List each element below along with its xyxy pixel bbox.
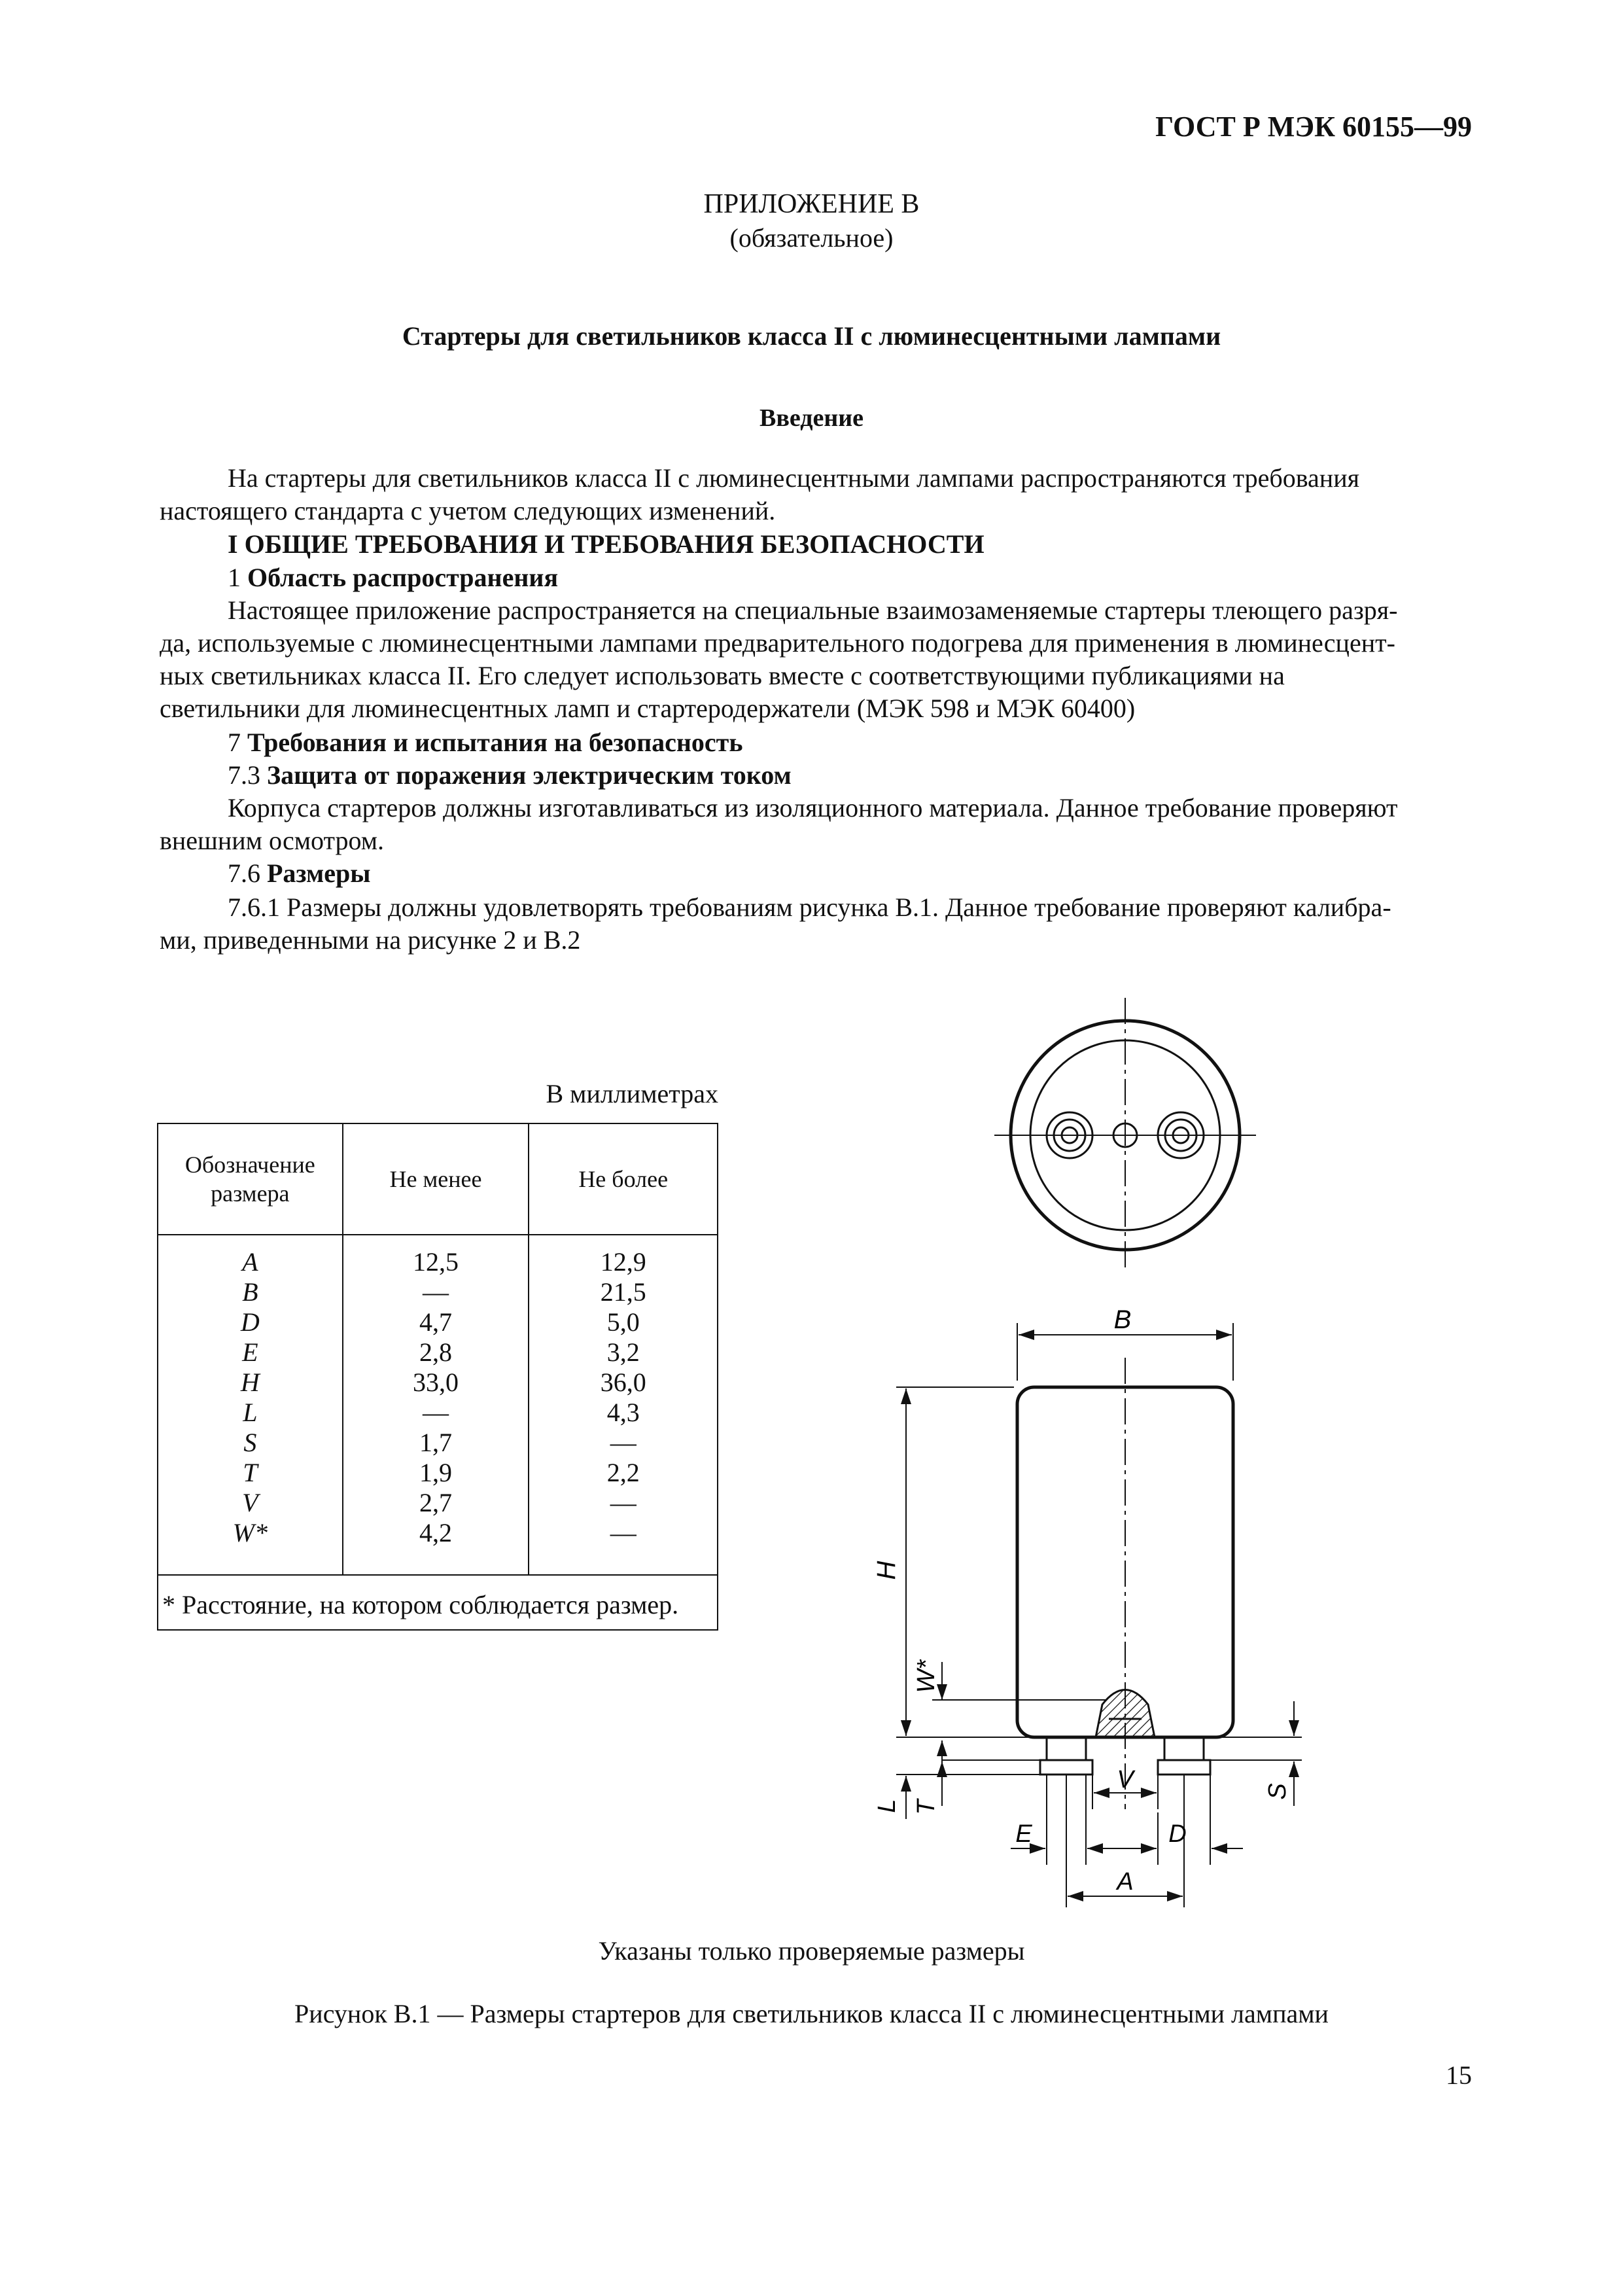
table-cell-max: 12,9 bbox=[600, 1247, 646, 1277]
scope-line-3: ных светильниках класса II. Его следует использовать вместе с соответствующими публикациями на bbox=[160, 661, 1285, 690]
appendix-subtitle: (обязательное) bbox=[729, 223, 894, 253]
dimensions-table bbox=[157, 1123, 718, 1631]
table-cell-min: 1,9 bbox=[419, 1458, 452, 1487]
table-cell-max: 2,2 bbox=[606, 1458, 640, 1487]
symbol-column bbox=[158, 1235, 343, 1575]
protection-line-2: внешним осмотром. bbox=[160, 826, 385, 855]
table-cell-symbol: T bbox=[243, 1458, 258, 1487]
table-cell-min: 2,8 bbox=[419, 1337, 452, 1367]
table-cell-min: 1,7 bbox=[419, 1428, 452, 1457]
scope-line-2: да, используемые с люминесцентными лампами предварительного подогрева для применения в люминесцент- bbox=[160, 628, 1395, 658]
table-cell-symbol: V bbox=[242, 1488, 258, 1517]
table-cell-max: — bbox=[610, 1428, 637, 1457]
table-cell-max: 4,3 bbox=[606, 1398, 640, 1427]
scope-line-1: Настоящее приложение распространяется на специальные взаимозаменяемые стартеры тлеющего разря- bbox=[228, 595, 1398, 625]
table-cell-symbol: S bbox=[243, 1428, 257, 1457]
dim-label-v: V bbox=[1117, 1766, 1134, 1793]
dim-label-e: E bbox=[1015, 1820, 1032, 1848]
page-number: 15 bbox=[1446, 2060, 1472, 2090]
dim-label-d: D bbox=[1168, 1820, 1187, 1848]
side-view bbox=[1017, 1358, 1233, 1809]
clause-1-heading: 1 Область распространения bbox=[228, 563, 559, 592]
dim-label-h: H bbox=[872, 1561, 901, 1580]
table-cell-max: 21,5 bbox=[600, 1277, 646, 1307]
dimension-lines bbox=[896, 1323, 1302, 1907]
table-footnote: * Расстояние, на котором соблюдается размер. bbox=[158, 1575, 718, 1630]
table-cell-min: — bbox=[423, 1398, 449, 1427]
header-max: Не более bbox=[529, 1123, 718, 1235]
figure-caption: Рисунок В.1 — Размеры стартеров для светильников класса II с люминесцентными лампами bbox=[294, 1999, 1329, 2028]
clause-7-heading: 7 Требования и испытания на безопасность bbox=[228, 728, 743, 757]
table-cell-symbol: L bbox=[243, 1398, 258, 1427]
table-cell-symbol: D bbox=[240, 1307, 260, 1337]
scope-line-4: светильники для люминесцентных ламп и стартеродержатели (МЭК 598 и МЭК 60400) bbox=[160, 694, 1136, 723]
figure-note: Указаны только проверяемые размеры bbox=[598, 1936, 1025, 1966]
dims-line-2: ми, приведенными на рисунке 2 и В.2 bbox=[160, 925, 581, 955]
clause-7-6-heading: 7.6 Размеры bbox=[228, 858, 371, 888]
table-cell-max: 36,0 bbox=[600, 1368, 646, 1397]
main-title: Стартеры для светильников класса II с люминесцентными лампами bbox=[402, 321, 1221, 351]
intro-line-2: настоящего стандарта с учетом следующих изменений. bbox=[160, 496, 776, 525]
table-cell-min: 12,5 bbox=[413, 1247, 459, 1277]
dim-label-b: B bbox=[1113, 1305, 1132, 1334]
appendix-title: ПРИЛОЖЕНИЕ В bbox=[703, 189, 920, 219]
table-cell-min: 2,7 bbox=[419, 1488, 452, 1517]
table-cell-symbol: H bbox=[240, 1368, 260, 1397]
min-column bbox=[343, 1235, 529, 1575]
header-min: Не менее bbox=[343, 1123, 529, 1235]
table-cell-max: — bbox=[610, 1488, 637, 1517]
table-cell-symbol: A bbox=[242, 1247, 258, 1277]
table-cell-symbol: E bbox=[242, 1337, 258, 1367]
table-cell-min: — bbox=[423, 1277, 449, 1307]
dim-label-a: A bbox=[1117, 1868, 1134, 1896]
table-cell-min: 4,7 bbox=[419, 1307, 452, 1337]
table-cell-symbol: W* bbox=[232, 1518, 268, 1547]
table-cell-symbol: B bbox=[242, 1277, 258, 1307]
table-cell-max: 3,2 bbox=[606, 1337, 640, 1367]
clause-7-3-heading: 7.3 Защита от поражения электрическим током bbox=[228, 760, 792, 790]
section-heading: I ОБЩИЕ ТРЕБОВАНИЯ И ТРЕБОВАНИЯ БЕЗОПАСНОСТИ bbox=[228, 529, 985, 559]
intro-line-1: На стартеры для светильников класса II с люминесцентными лампами распространяются требования bbox=[228, 463, 1360, 493]
starter-drawing bbox=[844, 991, 1341, 1934]
dim-label-w: W* bbox=[913, 1659, 940, 1693]
document-code-header: ГОСТ Р МЭК 60155—99 bbox=[1155, 111, 1472, 143]
dim-label-t: T bbox=[913, 1799, 940, 1815]
protection-line-1: Корпуса стартеров должны изготавливаться из изоляционного материала. Данное требование проверяют bbox=[228, 793, 1398, 822]
dims-line-1: 7.6.1 Размеры должны удовлетворять требованиям рисунка В.1. Данное требование проверяют калибра- bbox=[228, 892, 1391, 922]
dim-label-l: L bbox=[873, 1799, 901, 1813]
table-cell-min: 33,0 bbox=[413, 1368, 459, 1397]
table-cell-max: — bbox=[610, 1518, 637, 1547]
intro-heading: Введение bbox=[759, 404, 864, 432]
dim-label-s: S bbox=[1264, 1783, 1291, 1800]
header-designation: Обозначение размера bbox=[158, 1123, 343, 1235]
max-column bbox=[529, 1235, 718, 1575]
top-view bbox=[994, 998, 1256, 1273]
table-units-label: В миллиметрах bbox=[546, 1079, 718, 1108]
table-cell-max: 5,0 bbox=[606, 1307, 640, 1337]
table-cell-min: 4,2 bbox=[419, 1518, 452, 1547]
